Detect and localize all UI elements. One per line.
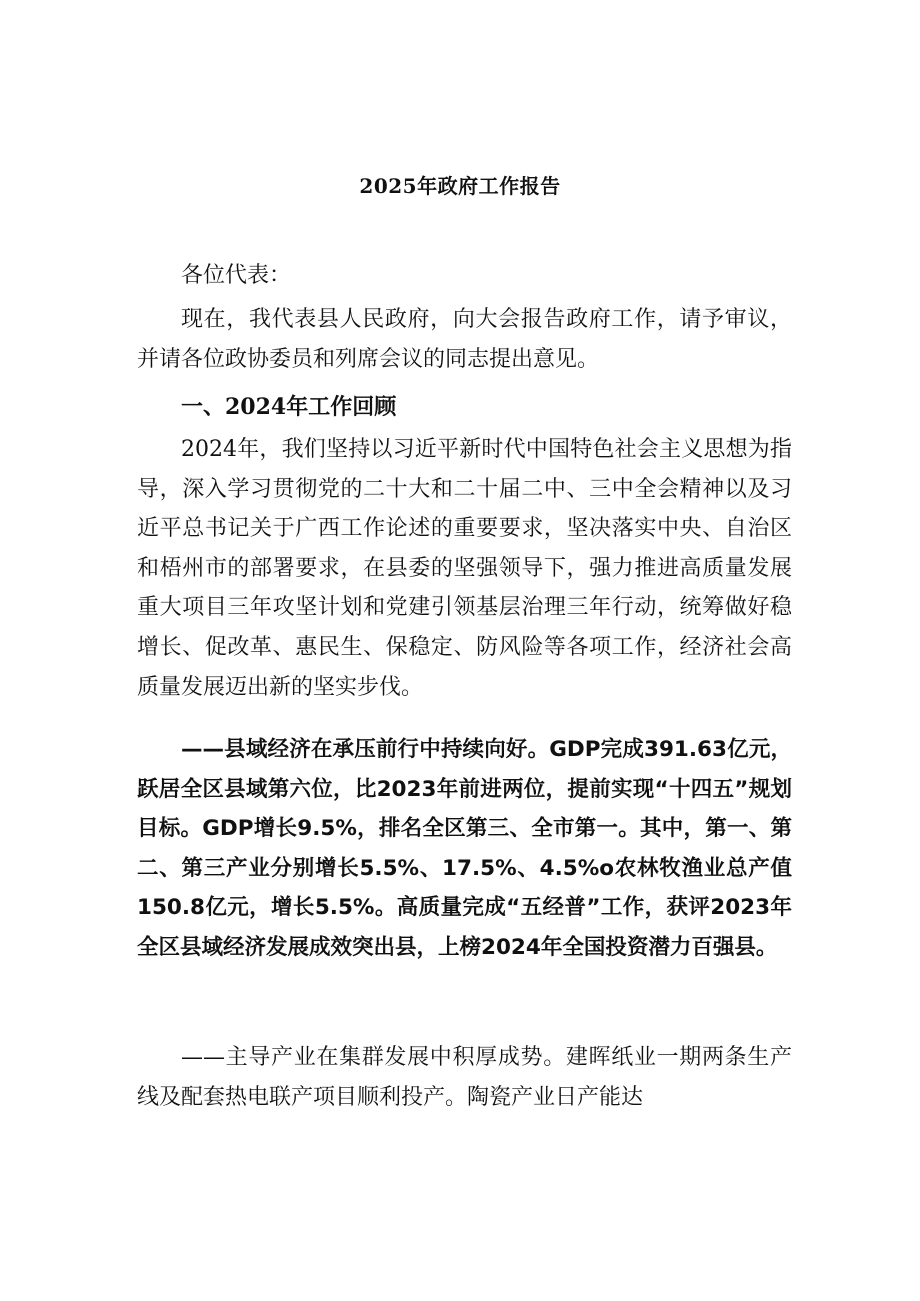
section-heading: 一、2024年工作回顾 — [181, 394, 397, 420]
salutation: 各位代表： — [181, 263, 292, 288]
document-title: 2025年政府工作报告 — [359, 174, 561, 198]
review-paragraph: 2024年，我们坚持以习近平新时代中国特色社会主义思想为指导，深入学习贯彻党的二十大和二十届二中、三中全会精神以及习近平总书记关于广西工作论述的重要要求，坚决落实中央、自治区和梧州市的部署要求，在县委的坚强领导下，强力推进高质量发展重大项目三年攻坚计划和党建引领基层治理三年行动，统筹做好稳增长、促改革、惠民生、保稳定、防风险等各项工作，经济社会高质量发展迈出新的坚实步伐。 — [137, 437, 792, 700]
industry-paragraph: ——主导产业在集群发展中积厚成势。建晖纸业一期两条生产线及配套热电联产项目顺利投产。陶瓷产业日产能达 — [137, 1045, 792, 1110]
economy-paragraph: ——县域经济在承压前行中持续向好。GDP完成391.63亿元，跃居全区县域第六位，比2023年前进两位，提前实现“十四五”规划目标。GDP增长9.5%，排名全区第三、全市第一。其中，第一、第二、第三产业分别增长5.5%、17.5%、4.5%o农林牧渔业总产值150.8亿元，增长5.5%。高质量完成“五经普”工作，获评2023年全区县域经济发展成效突出县，上榜2024年全国投资潜力百强县。 — [137, 737, 792, 960]
intro-paragraph: 现在，我代表县人民政府，向大会报告政府工作，请予审议，并请各位政协委员和列席会议的同志提出意见。 — [137, 307, 792, 372]
